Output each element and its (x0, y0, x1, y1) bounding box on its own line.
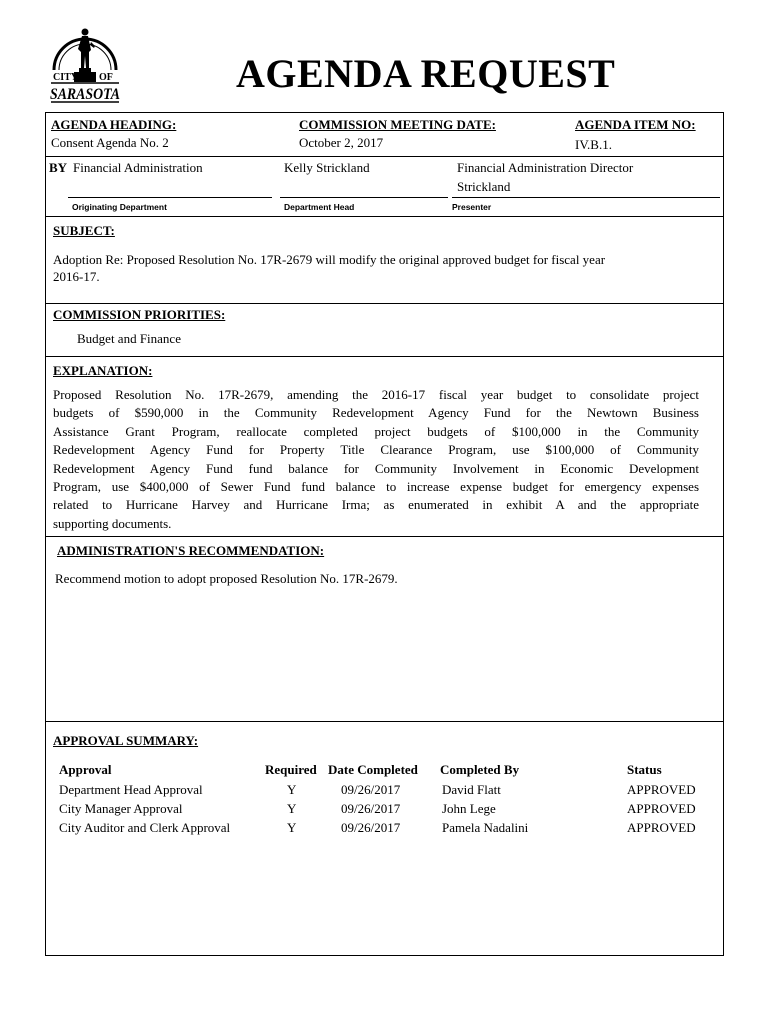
explanation-text (53, 386, 699, 533)
status-cell: APPROVED (627, 801, 696, 816)
originating-department-caption: Originating Department (72, 202, 167, 212)
meeting-date-label: COMMISSION MEETING DATE: (299, 117, 496, 132)
approval-name-cell: City Auditor and Clerk Approval (59, 820, 231, 835)
completed-by-cell: John Lege (442, 801, 496, 816)
department-head-value: Kelly Strickland (284, 160, 370, 175)
completed-by-cell: David Flatt (442, 782, 501, 797)
column-header-completed-by: Completed By (440, 762, 520, 777)
divider (46, 356, 723, 357)
explanation-line: Assistance Grant Program, reallocate completed project budgets of $100,000 in the Community (53, 423, 699, 439)
page-title: AGENDA REQUEST (236, 51, 616, 96)
presenter-value-line2: Strickland (457, 179, 511, 194)
head-underline (280, 197, 448, 198)
required-cell: Y (287, 782, 297, 797)
presenter-caption: Presenter (452, 202, 492, 212)
explanation-line: budgets of $590,000 in the Community Redevelopment Agency Fund for the Newtown Business (53, 405, 699, 421)
approval-name-cell: City Manager Approval (59, 801, 183, 816)
explanation-line: Proposed Resolution No. 17R-2679, amending the 2016-17 fiscal year budget to consolidate project (53, 387, 699, 402)
table-row (59, 801, 707, 820)
subject-line1: Adoption Re: Proposed Resolution No. 17R-2679 will modify the original approved budget for fiscal year (53, 252, 606, 267)
date-completed-cell: 09/26/2017 (341, 801, 401, 816)
column-header-approval: Approval (59, 762, 112, 777)
approval-summary-label: APPROVAL SUMMARY: (53, 733, 199, 748)
by-label: BY (49, 160, 68, 175)
recommendation-value: Recommend motion to adopt proposed Resolution No. 17R-2679. (55, 571, 398, 586)
explanation-line: supporting documents. (53, 515, 172, 531)
subject-line2: 2016-17. (53, 269, 100, 284)
subject-label: SUBJECT: (53, 223, 115, 238)
status-cell: APPROVED (627, 782, 696, 797)
explanation-line: Program, use $400,000 of Sewer Fund fund balance to increase expense budget for emergency expenses (53, 479, 699, 495)
presenter-value-line1: Financial Administration Director (457, 160, 634, 175)
divider (46, 536, 723, 537)
date-completed-cell: 09/26/2017 (341, 782, 401, 797)
approval-table (59, 762, 707, 839)
commission-priorities-value: Budget and Finance (77, 331, 181, 346)
column-header-status: Status (627, 762, 662, 777)
originating-department-value: Financial Administration (73, 160, 203, 175)
required-cell: Y (287, 820, 297, 835)
divider (46, 216, 723, 217)
column-header-date-completed: Date Completed (328, 762, 418, 777)
divider (46, 156, 723, 157)
agenda-heading-label: AGENDA HEADING: (51, 117, 177, 132)
commission-priorities-label: COMMISSION PRIORITIES: (53, 307, 226, 322)
explanation-line: related to Hurricane Harvey and Hurricane Irma; as enumerated in exhibit A and the appropriate (53, 497, 699, 513)
svg-text:OF: OF (99, 72, 113, 83)
meeting-date-value: October 2, 2017 (299, 135, 384, 150)
column-header-required: Required (265, 762, 317, 777)
city-seal-logo (48, 22, 122, 108)
department-head-caption: Department Head (284, 202, 355, 212)
completed-by-cell: Pamela Nadalini (442, 820, 529, 835)
table-row (59, 782, 707, 801)
agenda-heading-value: Consent Agenda No. 2 (51, 135, 169, 150)
presenter-underline (452, 197, 720, 198)
agenda-form (45, 112, 724, 956)
explanation-label: EXPLANATION: (53, 363, 153, 378)
status-cell: APPROVED (627, 820, 696, 835)
agenda-item-label: AGENDA ITEM NO: (575, 117, 696, 132)
department-underline (68, 197, 272, 198)
explanation-line: Redevelopment Agency Fund fund balance for Community Involvement in Economic Development (53, 460, 699, 476)
explanation-line: Redevelopment Agency Fund for Property Title Clearance Program, use $100,000 of Community (53, 442, 699, 458)
divider (46, 721, 723, 722)
agenda-item-value: IV.B.1. (575, 137, 612, 152)
divider (46, 303, 723, 304)
svg-text:SARASOTA: SARASOTA (50, 86, 121, 103)
date-completed-cell: 09/26/2017 (341, 820, 401, 835)
recommendation-label: ADMINISTRATION'S RECOMMENDATION: (57, 543, 325, 558)
table-row (59, 820, 707, 839)
required-cell: Y (287, 801, 297, 816)
approval-name-cell: Department Head Approval (59, 782, 203, 797)
svg-text:CITY: CITY (53, 72, 79, 83)
approval-header-row (59, 762, 707, 781)
